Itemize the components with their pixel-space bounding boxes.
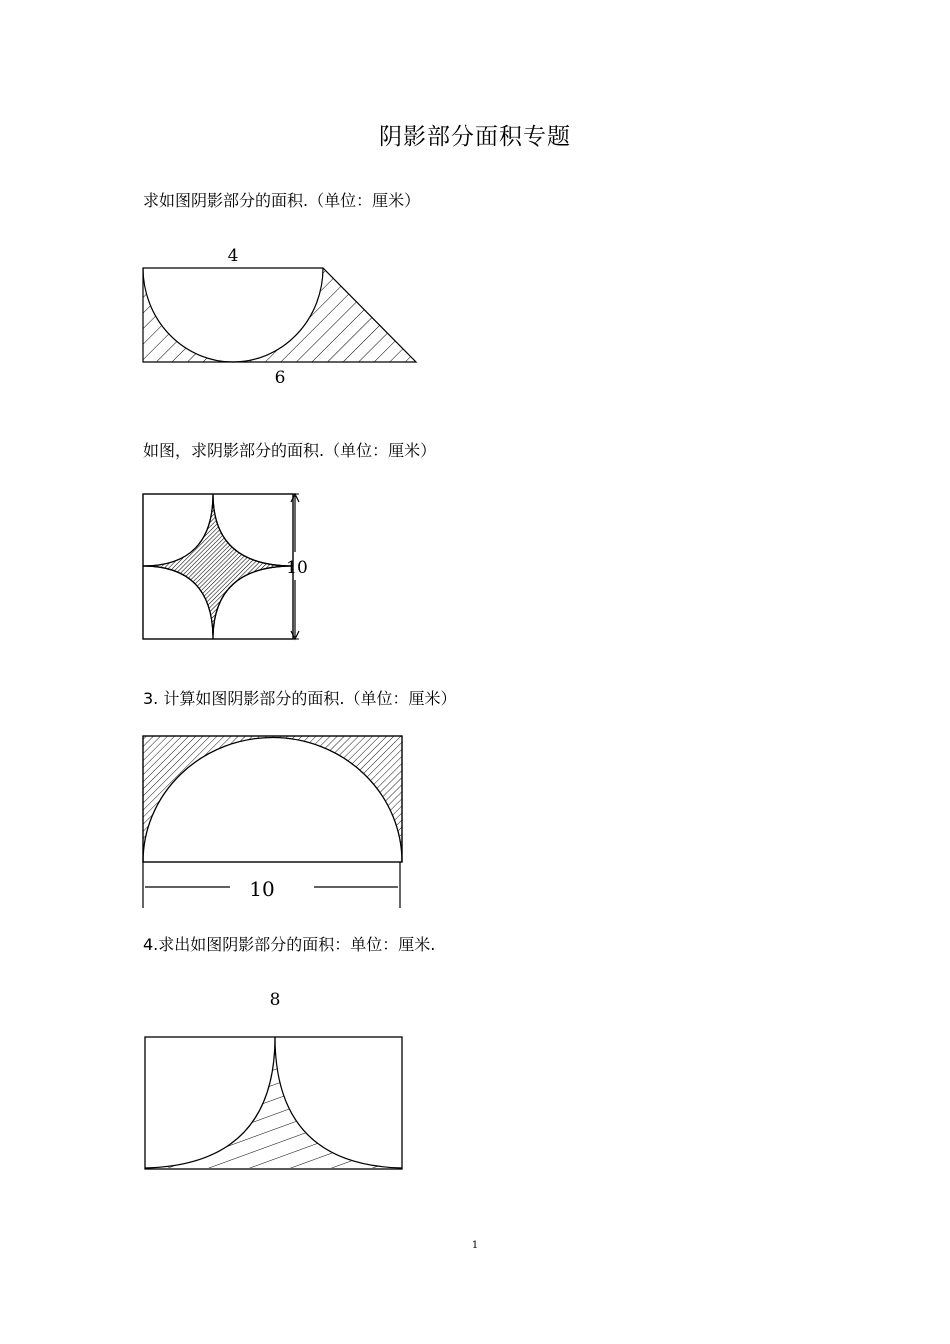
- figure-1-bottom-label: 6: [274, 368, 286, 388]
- figure-1-semicircle-trapezoid: [138, 240, 428, 390]
- figure-4-rectangle-quarter-circles: [138, 985, 413, 1185]
- figure-4-shaded-region: [145, 1037, 402, 1168]
- page-number: 1: [471, 1240, 479, 1251]
- figure-3-bottom-label: 10: [249, 877, 275, 901]
- question-1-text: 求如图阴影部分的面积.（单位：厘米）: [143, 191, 421, 210]
- figure-2-shaded-region: [143, 494, 293, 639]
- question-2-text: 如图，求阴影部分的面积.（单位：厘米）: [143, 441, 437, 460]
- figure-4-top-label: 8: [269, 990, 281, 1010]
- figure-1-top-label: 4: [227, 246, 239, 266]
- question-3-text: 3. 计算如图阴影部分的面积.（单位：厘米）: [143, 689, 457, 708]
- page-title: 阴影部分面积专题: [379, 124, 571, 150]
- figure-3-rectangle-semicircle: [138, 730, 413, 915]
- figure-2-square-quarter-circles: [138, 488, 318, 648]
- figure-2-side-label: 10: [286, 558, 308, 578]
- question-4-text: 4.求出如图阴影部分的面积：单位：厘米.: [143, 935, 436, 954]
